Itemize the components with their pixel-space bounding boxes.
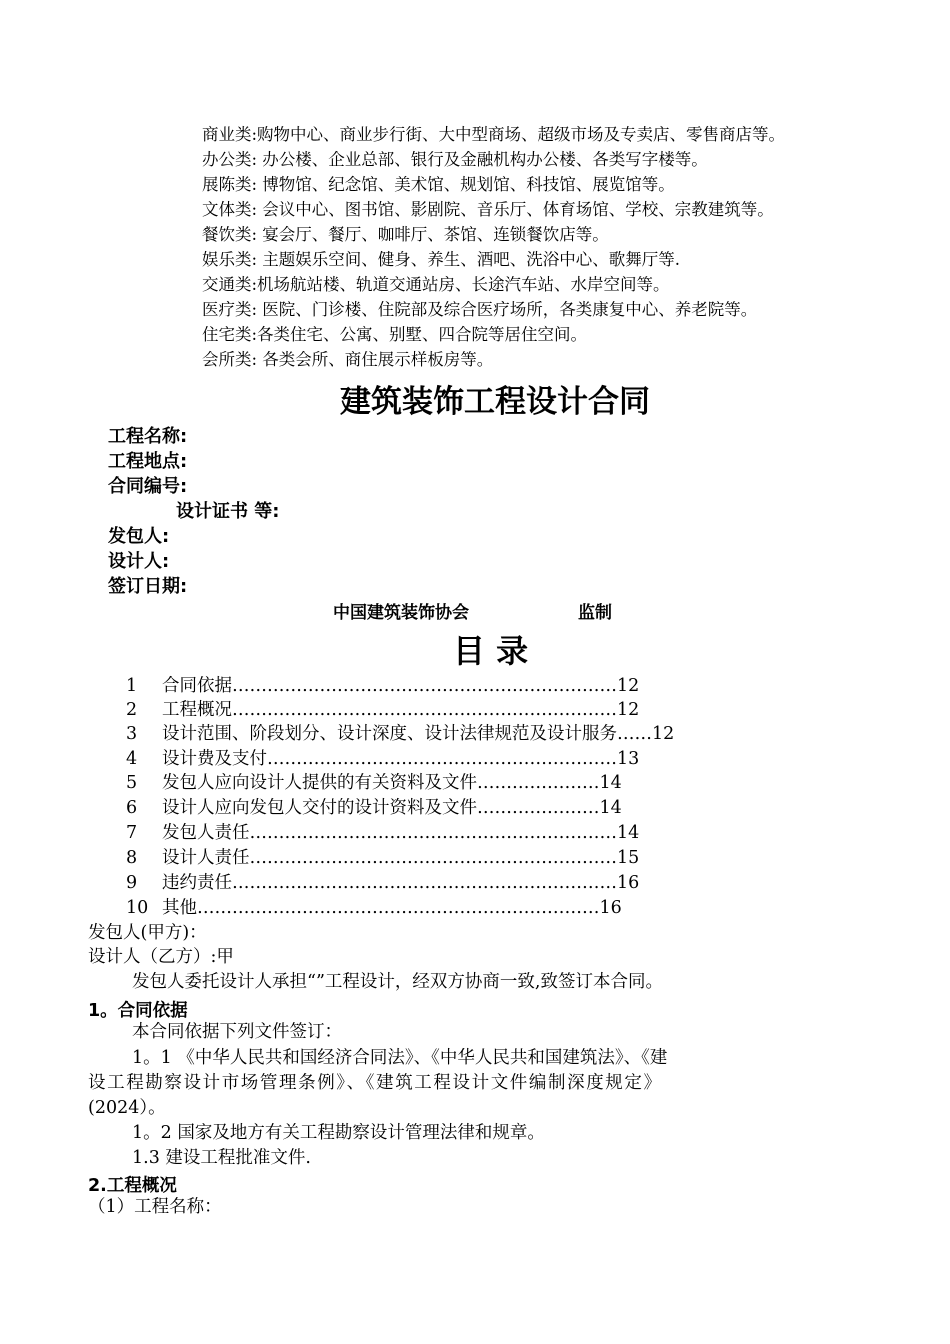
toc-item-text: 发包人责任………………………………………………………14: [162, 823, 640, 843]
certificate-label: 设计证书 等:: [176, 501, 280, 522]
contract-no-label: 合同编号:: [108, 476, 188, 497]
item-2-1: （1）工程名称：: [88, 1197, 222, 1217]
party-a-line: 发包人(甲方)：: [88, 923, 207, 943]
toc-item-number: 9: [126, 873, 138, 893]
section-1-heading: 1。合同依据: [88, 1001, 188, 1021]
item-1-2: 1。2 国家及地方有关工程勘察设计管理法律和规章。: [132, 1123, 545, 1143]
item-1-1-line: (2024）。: [88, 1098, 166, 1118]
toc-item: [126, 897, 622, 919]
toc-item: [126, 772, 622, 794]
category-line: 办公类: 办公楼、企业总部、银行及金融机构办公楼、各类写字楼等。: [202, 150, 708, 169]
toc-item-text: 设计人责任………………………………………………………15: [162, 848, 640, 868]
toc-item: [126, 822, 639, 844]
employer-label: 发包人:: [108, 526, 170, 547]
item-1-3: 1.3 建设工程批准文件.: [132, 1148, 311, 1168]
toc-item: [126, 748, 639, 770]
party-b-line: 设计人（乙方）:甲: [88, 947, 234, 967]
toc-item-number: 8: [126, 848, 138, 868]
project-name-label: 工程名称:: [108, 426, 188, 447]
toc-item-number: 6: [126, 798, 138, 818]
toc-item: [126, 699, 639, 721]
section-2-heading: 2.工程概况: [88, 1176, 177, 1196]
sign-date-label: 签订日期:: [108, 576, 188, 597]
toc-item: [126, 872, 639, 894]
toc-item-number: 5: [126, 773, 138, 793]
toc-item: [126, 723, 674, 745]
category-line: 商业类:购物中心、商业步行街、大中型商场、超级市场及专卖店、零售商店等。: [202, 125, 786, 144]
toc-item: [126, 675, 639, 697]
toc-item-number: 10: [126, 898, 149, 918]
toc-item-text: 发包人应向设计人提供的有关资料及文件…………………14: [162, 773, 622, 793]
designer-label: 设计人:: [108, 551, 170, 572]
toc-item-text: 设计范围、阶段划分、设计深度、设计法律规范及设计服务……12: [162, 724, 675, 744]
toc-title: 目 录: [453, 632, 529, 670]
toc-item-text: 其他……………………………………………………………16: [162, 898, 622, 918]
item-1-1-line: 设工程勘察设计市场管理条例》、《建筑工程设计文件编制深度规定》: [88, 1073, 663, 1093]
toc-item-number: 2: [126, 700, 138, 720]
toc-item-number: 7: [126, 823, 138, 843]
contract-title: 建筑装饰工程设计合同: [340, 384, 650, 420]
toc-item-number: 3: [126, 724, 138, 744]
toc-item-text: 工程概况…………………………………………………………12: [162, 700, 640, 720]
supervisor-label: 监制: [578, 603, 612, 623]
supervisor-org: 中国建筑装饰协会: [333, 603, 469, 623]
category-line: 住宅类:各类住宅、公寓、别墅、四合院等居住空间。: [202, 325, 588, 344]
toc-item-text: 设计费及支付……………………………………………………13: [162, 749, 640, 769]
intro-paragraph: 发包人委托设计人承担“”工程设计，经双方协商一致,致签订本合同。: [132, 972, 663, 992]
section-1-intro: 本合同依据下列文件签订：: [132, 1022, 342, 1042]
toc-item: [126, 797, 622, 819]
toc-item-text: 合同依据…………………………………………………………12: [162, 676, 640, 696]
project-location-label: 工程地点:: [108, 451, 188, 472]
toc-item-number: 1: [126, 676, 138, 696]
category-line: 文体类: 会议中心、图书馆、影剧院、音乐厅、体育场馆、学校、宗教建筑等。: [202, 200, 774, 219]
item-1-1-line: 1。1 《中华人民共和国经济合同法》、《中华人民共和国建筑法》、《建: [132, 1048, 668, 1068]
category-line: 医疗类: 医院、门诊楼、住院部及综合医疗场所，各类康复中心、养老院等。: [202, 300, 758, 319]
category-line: 展陈类: 博物馆、纪念馆、美术馆、规划馆、科技馆、展览馆等。: [202, 175, 675, 194]
toc-item-text: 设计人应向发包人交付的设计资料及文件…………………14: [162, 798, 622, 818]
toc-item-text: 违约责任…………………………………………………………16: [162, 873, 640, 893]
category-line: 会所类: 各类会所、商住展示样板房等。: [202, 350, 494, 369]
toc-item: [126, 847, 639, 869]
category-line: 餐饮类: 宴会厅、餐厅、咖啡厅、茶馆、连锁餐饮店等。: [202, 225, 609, 244]
category-line: 交通类:机场航站楼、轨道交通站房、长途汽车站、水岸空间等。: [202, 275, 670, 294]
toc-item-number: 4: [126, 749, 138, 769]
category-line: 娱乐类: 主题娱乐空间、健身、养生、酒吧、洗浴中心、歌舞厅等.: [202, 250, 681, 269]
